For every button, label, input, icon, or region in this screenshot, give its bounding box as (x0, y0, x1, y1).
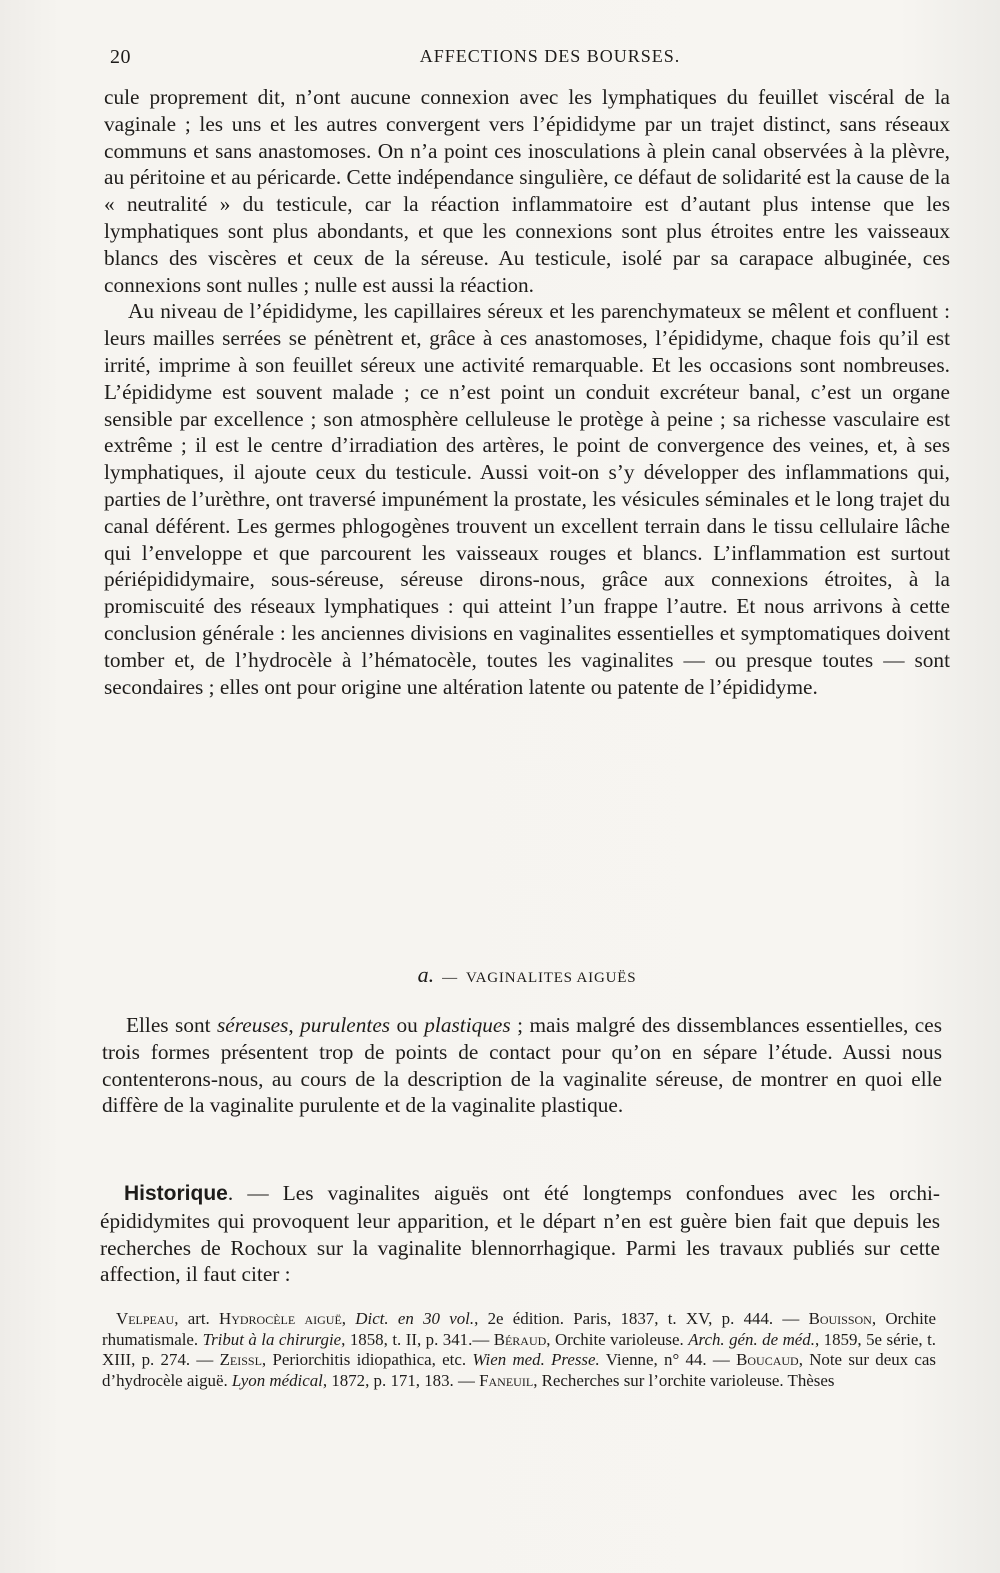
ref-author-bouisson: Bouisson (808, 1309, 872, 1328)
ref-journal: Tribut à la chirurgie (202, 1329, 342, 1349)
ref-text: , Orchite varioleuse. (546, 1329, 689, 1349)
ref-text: , 2e édition. Paris, 1837, t. XV, p. 444. — (474, 1309, 809, 1328)
ref-text: , Recherches sur l’orchite varioleuse. Thèses (533, 1370, 835, 1390)
section-heading (104, 962, 950, 988)
running-title: AFFECTIONS DES BOURSES. (419, 46, 681, 66)
section-dash: — (442, 970, 458, 986)
ref-journal: Wien med. Presse. (472, 1350, 600, 1369)
intro-text-1: Elles sont (126, 1013, 217, 1037)
ref-author-zeissl: Zeissl (219, 1350, 262, 1369)
paragraph-epididyme: Au niveau de l’épididyme, les capillaires séreux et les parenchymateux se mêlent et confluent : leurs mailles serrées se pénètrent et, grâce à ces anastomoses, l’épididyme, chaque fois qu’il est irrité, imprime à son feuillet séreux une activité remarquable. Et les occasions sont nombreuses. L’épididyme est souvent malade ; ce n’est point un conduit excréteur banal, c’est un organe sensible par excellence ; son atmosphère celluleuse le protège à peine ; sa richesse vasculaire est extrême ; il est le centre d’irradiation des artères, le point de convergence des veines, et, à ses lymphatiques, il ajoute ceux du testicule. Aussi voit-on s’y développer des inflammations qui, parties de l’urèthre, ont traversé impunément la prostate, les vésicules séminales et le long trajet du canal déférent. Les germes phlogogènes trouvent un excellent terrain dans le tissu cellulaire lâche qui l’enveloppe et que parcourent les vaisseaux rouges et blancs. L’inflammation est surtout périépididymaire, sous-séreuse, séreuse dirons-nous, grâce aux connexions étroites, à la promiscuité des réseaux lymphatiques : qui atteint l’un frappe l’autre. Et nous arrivons à cette conclusion générale : les anciennes divisions en vaginalites essentielles et symptomatiques doivent tomber et, de l’hydrocèle à l’hématocèle, toutes les vaginalites — ou presque toutes — sont secondaires ; elles ont pour origine une altération latente ou patente de l’épididyme. (104, 299, 950, 699)
reference-list (102, 1309, 936, 1391)
ref-journal: Dict. en 30 vol. (355, 1309, 475, 1328)
paragraph-continuation: cule proprement dit, n’ont aucune connexion avec les lymphatiques du feuillet viscéral de la vaginale ; les uns et les autres convergent vers l’épididyme par un trajet distinct, sans réseaux communs et sans anastomoses. On n’a point ces inosculations à plein canal observées à la plèvre, au péritoine et au péricarde. Cette indépendance singulière, ce défaut de solidarité est la cause de la « neutralité » du testicule, car la réaction inflammatoire est d’autant plus intense que les lymphatiques sont plus abondants, et que les connexions sont plus étroites entre les vaisseaux blancs des viscères et ceux de la séreuse. Au testicule, isolé par sa carapace albuginée, ces connexions sont nulles ; nulle est aussi la réaction. (104, 85, 950, 297)
ref-text: Vienne, n° 44. — (599, 1350, 737, 1369)
intro-italic-purulentes: purulentes (300, 1013, 391, 1037)
ref-author-boucaud: Boucaud (736, 1350, 799, 1369)
section-intro (102, 1012, 942, 1119)
intro-text-4: ; mais malgré des dissemblances essentielles, ces trois formes présentent trop de points de contact pour qu’on en sépare l’étude. Aussi nous contenterons-nous, au cours de la description de la vaginalite séreuse, de montrer en quoi elle diffère de la vaginalite purulente et de la vaginalite plastique. (102, 1013, 943, 1118)
historique-section (100, 1180, 940, 1288)
section-letter: a. (417, 962, 435, 987)
ref-journal: Arch. gén. de méd. (688, 1329, 815, 1349)
ref-text: , (341, 1309, 356, 1328)
ref-text: , 1858, t. II, p. 341.— (341, 1329, 494, 1349)
intro-paragraph (102, 1012, 942, 1119)
ref-text: , Periorchitis idiopathica, etc. (261, 1350, 473, 1369)
ref-author-faneuil: Faneuil (479, 1370, 534, 1390)
historique-paragraph (100, 1180, 940, 1288)
ref-text: , art. (174, 1309, 219, 1328)
ref-author-beraud: Béraud (493, 1329, 547, 1349)
page-number: 20 (110, 46, 131, 68)
historique-text: . — Les vaginalites aiguës ont été longtemps confondues avec les orchi-épididymites qui provoquent leur apparition, et le départ n’en est guère bien fait que depuis les recherches de Rochoux sur la vaginalite blennorrhagique. Parmi les travaux publiés sur cette affection, il faut citer : (100, 1181, 940, 1287)
main-text (104, 84, 950, 700)
ref-journal: Lyon médical (231, 1370, 323, 1390)
ref-author-velpeau: Velpeau (116, 1309, 175, 1328)
ref-text: , Orchite rhumatismale. (102, 1309, 936, 1349)
ref-article-title: Hydrocèle aiguë (219, 1309, 342, 1328)
historique-heading: Historique (124, 1182, 228, 1205)
running-head (110, 46, 950, 76)
intro-text-2: , (288, 1013, 301, 1037)
ref-text: , Note sur deux cas d’hydrocèle aiguë. (102, 1350, 936, 1390)
ref-text: , 1872, p. 171, 183. — (322, 1370, 480, 1390)
intro-italic-plastiques: plastiques (424, 1013, 511, 1037)
references (102, 1309, 936, 1391)
section-title: VAGINALITES AIGUËS (465, 970, 637, 986)
intro-italic-sereuses: séreuses (217, 1013, 289, 1037)
ref-text: , 1859, 5e série, t. XIII, p. 274. — (102, 1329, 937, 1369)
intro-text-3: ou (390, 1013, 425, 1037)
